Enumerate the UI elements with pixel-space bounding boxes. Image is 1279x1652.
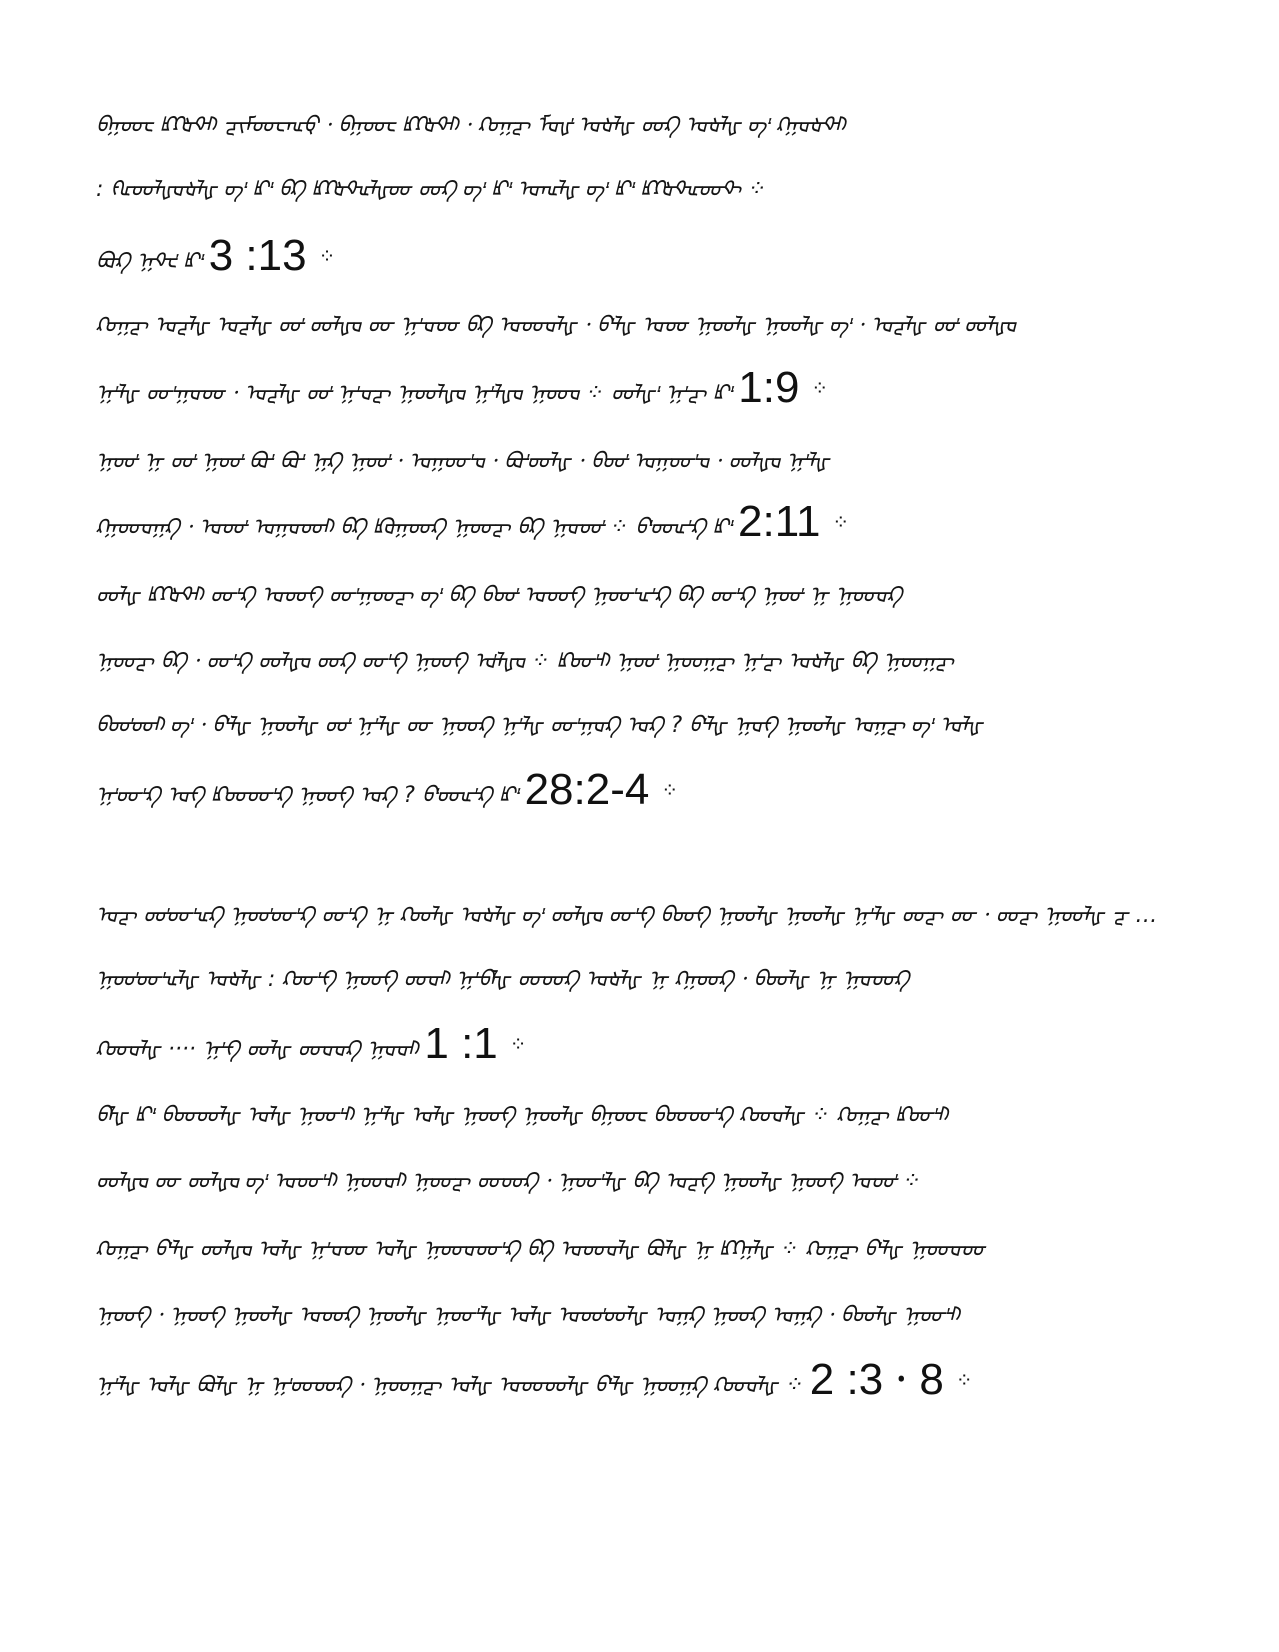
text-line (96, 432, 1159, 480)
text-line (96, 950, 1159, 998)
script-text: ᡆᡓ ᡂᡃᡂᡃᡅᡘ ᡍᡂᡃᡂᡃᡘ ᡂᡃᡘ ᡍ ᡘᡂᡀ ᡆᡈᡀ ᡋᡃ ᡂᡀᡆ ᡂᡃᡍ ᡋᡂᡍ ᡍᡂᡀ ᡍᡂᡀ ᡍᡃᡀ ᡂᡓ ᡂ ⸱ ᡂᡓ ᡍᡂᡀ ᡓ … (96, 903, 1158, 928)
verse-reference: 1 :1 (424, 1020, 498, 1068)
verse-reference: 2 :3 ⸱ 8 (809, 1356, 944, 1404)
script-text: ᡋᡆᡘ ᡍᡐᡄᡃ ᡌᡃ (96, 249, 203, 274)
verse-separator: ⁘ (661, 778, 679, 802)
verse-reference: 28:2-4 (524, 766, 650, 814)
text-line (96, 696, 1159, 744)
text-line (96, 96, 1159, 144)
script-text: ᡍᡂᡍ ⸱ ᡍᡂᡍ ᡍᡂᡀ ᡆᡂᡘ ᡍᡂᡀ ᡍᡂᡃᡀ ᡆᡀ ᡆᡂᡃᡂᡀ ᡆᡍᡘ ᡍᡂᡘ ᡆᡍᡘ ⸱ ᡋᡂᡀ ᡍᡂᡃᡅ (96, 1303, 960, 1328)
text-line (96, 1356, 1159, 1404)
text-line (96, 1286, 1159, 1334)
script-text: ᡘᡉᡍᡓ ᡆᡓᡀ ᡆᡓᡀ ᡂᡃ ᡂᡀᡆ ᡂ ᡍᡃᡆᡂ ᡋᡘ ᡆᡂᡆᡀ ⸱ ᡋᡃᡀ ᡆᡂ ᡍᡂᡀ ᡍᡂᡀ ᡋᡃ ⸱ ᡆᡓᡀ ᡂᡃ ᡂᡀᡆ (96, 313, 1016, 338)
verse-reference: 2:11 (738, 498, 821, 546)
text-line (96, 1086, 1159, 1134)
verse-separator: ⁘ (318, 244, 336, 268)
verse-separator: ⁘ (832, 510, 850, 534)
script-text: : ᡍᡅᡂᡀᡆᡈᡀ ᡋᡃ ᡌᡃ ᡋᡘ ᡌᡗᡈᡐᡅᡀᡂ ᡂᡘ ᡋᡃ ᡌᡃ ᡆᡅᡀ ᡋᡃ ᡌᡃ ᡌᡗᡈᡐᡅᡂᡐ ⁘ (96, 177, 767, 202)
text-line (96, 296, 1159, 344)
script-text: ᡋᡀ ᡌᡃ ᡋᡂᡂᡀ ᡆᡀ ᡍᡂᡃᡅ ᡍᡃᡀ ᡆᡀ ᡍᡂᡍ ᡍᡂᡀ ᡋᡍᡂᡄ ᡋᡂᡂᡃᡘ ᡘᡂᡆᡀ ⁘ ᡘᡉᡍᡓ ᡌᡂᡃᡅ (96, 1103, 948, 1128)
script-text: ᡍᡂᡃᡂᡃᡅᡀ ᡆᡈᡀ : ᡘᡂᡃᡍ ᡍᡂᡍ ᡂᡆᡅ ᡍᡃᡋᡀ ᡂᡂᡘ ᡆᡈᡀ ᡍ ᡘᡍᡂᡘ ⸱ ᡋᡂᡀ ᡍ ᡍᡆᡂᡘ (96, 967, 910, 992)
text-line (96, 566, 1159, 614)
text-line (96, 1220, 1159, 1268)
script-text: ᡂᡀᡆ ᡂ ᡂᡀᡆ ᡋᡃ ᡆᡂᡃᡅ ᡍᡂᡆᡅ ᡍᡂᡓ ᡂᡂᡘ ⸱ ᡍᡂᡃᡀ ᡋᡘ ᡆᡓᡍ ᡍᡂᡀ ᡍᡂᡍ ᡆᡂᡃ ⁘ (96, 1169, 922, 1194)
text-line (96, 160, 1159, 208)
verse-separator: ⁘ (811, 376, 829, 400)
script-text: ᡍᡃᡀ ᡆᡀ ᡋᡆᡀ ᡍ ᡍᡃᡂᡂᡘ ⸱ ᡍᡂᡍᡓ ᡆᡀ ᡆᡂᡂᡀ ᡋᡃᡀ ᡍᡂᡍᡘ ᡘᡂᡆᡀ ⁘ (96, 1373, 804, 1398)
script-text: ᡂᡀ ᡌᡗᡈᡐᡅ ᡂᡃᡘ ᡆᡂᡍ ᡂᡃᡍᡂᡓ ᡋᡃ ᡋᡘ ᡋᡂᡃ ᡆᡂᡍ ᡍᡂᡃᡅᡃᡘ ᡋᡘ ᡂᡃᡘ ᡍᡂᡃ ᡍ ᡍᡂᡆᡘ (96, 583, 903, 608)
script-text: ᡍᡃᡂᡃᡘ ᡆᡍ ᡌᡂᡂᡃᡘ ᡍᡂᡍ ᡆᡘ ? ᡋᡃᡂᡅᡃᡘ ᡌᡃ (96, 783, 519, 808)
text-line (96, 364, 1159, 412)
text-line (96, 632, 1159, 680)
text-line (96, 886, 1159, 934)
script-text: ᡍᡃᡀ ᡂᡃᡍᡆᡂ ⸱ ᡆᡓᡀ ᡂᡃ ᡍᡃᡆᡓ ᡍᡂᡀᡆ ᡍᡃᡀᡆ ᡍᡂᡆ ⁘ ᡂᡀᡃ ᡍᡃᡓ ᡌᡃ (96, 381, 733, 406)
script-text: ᡍᡂᡃ ᡍ ᡂᡃ ᡍᡂᡃ ᡋᡆᡃ ᡋᡆᡃ ᡍᡘ ᡍᡂᡃ ⸱ ᡆᡍᡂᡃᡆ ⸱ ᡋᡃᡆᡂᡀ ⸱ ᡋᡂᡃ ᡆᡍᡂᡃᡆ ⸱ ᡂᡀᡆ ᡍᡃᡀ (96, 449, 830, 474)
verse-separator: ⁘ (509, 1032, 527, 1056)
text-line (96, 766, 1159, 814)
script-text: ᡍᡂᡓ ᡋᡘ ⸱ ᡂᡃᡘ ᡂᡀᡆ ᡂᡘ ᡂᡃᡍ ᡍᡂᡍ ᡆᡃᡀᡆ ⁘ ᡌᡂᡃᡅ ᡍᡂᡃ ᡍᡂᡍᡓ ᡍᡃᡓ ᡆᡈᡀ ᡋᡘ ᡍᡂᡍᡓ (96, 649, 954, 674)
verse-reference: 1:9 (738, 364, 800, 412)
script-text: ᡘᡉᡍᡓ ᡋᡃᡀ ᡂᡀᡆ ᡆᡀ ᡍᡃᡆᡂ ᡆᡀ ᡍᡂᡆᡂᡃᡘ ᡋᡘ ᡆᡂᡆᡀ ᡋᡆᡀ ᡍ ᡌᡗᡍᡀ ⁘ ᡘᡉᡍᡓ ᡋᡃᡀ ᡍᡂᡆᡂ (96, 1237, 985, 1262)
text-line (96, 1152, 1159, 1200)
verse-separator: ⁘ (955, 1368, 973, 1392)
script-text: ᡘᡂᡆᡀ ···· ᡍᡃᡍ ᡂᡀ ᡂᡆᡆᡘ ᡍᡆᡆᡅ (96, 1037, 419, 1062)
text-line (96, 232, 1159, 280)
text-line (96, 498, 1159, 546)
verse-reference: 3 :13 (208, 232, 307, 280)
text-line (96, 1020, 1159, 1068)
script-text: ᡋᡍᡂᡄ ᡌᡗᡈᡐᡅ ᡓᡞᡏᡂᡄᡅᡇ ⸱ ᡋᡍᡂᡄ ᡌᡗᡈᡐᡅ ⸱ ᡘᡉᡍᡓ ᡏᡆᡁᡃ ᡆᡈᡀ ᡂᡘ ᡆᡈᡀ ᡋᡃ ᡘᡍᡆᡈᡐᡅ (96, 113, 846, 138)
script-text: ᡋᡂᡃᡂᡅ ᡋᡃ ⸱ ᡋᡃᡀ ᡍᡂᡀ ᡂᡃ ᡍᡃᡀ ᡂ ᡍᡂᡘ ᡍᡃᡀ ᡂᡃᡍᡆᡘ ᡆᡘ ? ᡋᡃᡀ ᡍᡆᡍ ᡍᡂᡀ ᡆᡍᡓ ᡋᡃ ᡆᡀ (96, 713, 984, 738)
script-text: ᡘᡍᡂᡆᡍᡘ ⸱ ᡆᡂᡃ ᡆᡍᡆᡂᡅ ᡋᡘ ᡌᡆᡍᡂᡘ ᡍᡂᡓ ᡋᡘ ᡍᡆᡂᡃ ⁘ ᡋᡃᡂᡅᡃᡘ ᡌᡃ (96, 515, 733, 540)
